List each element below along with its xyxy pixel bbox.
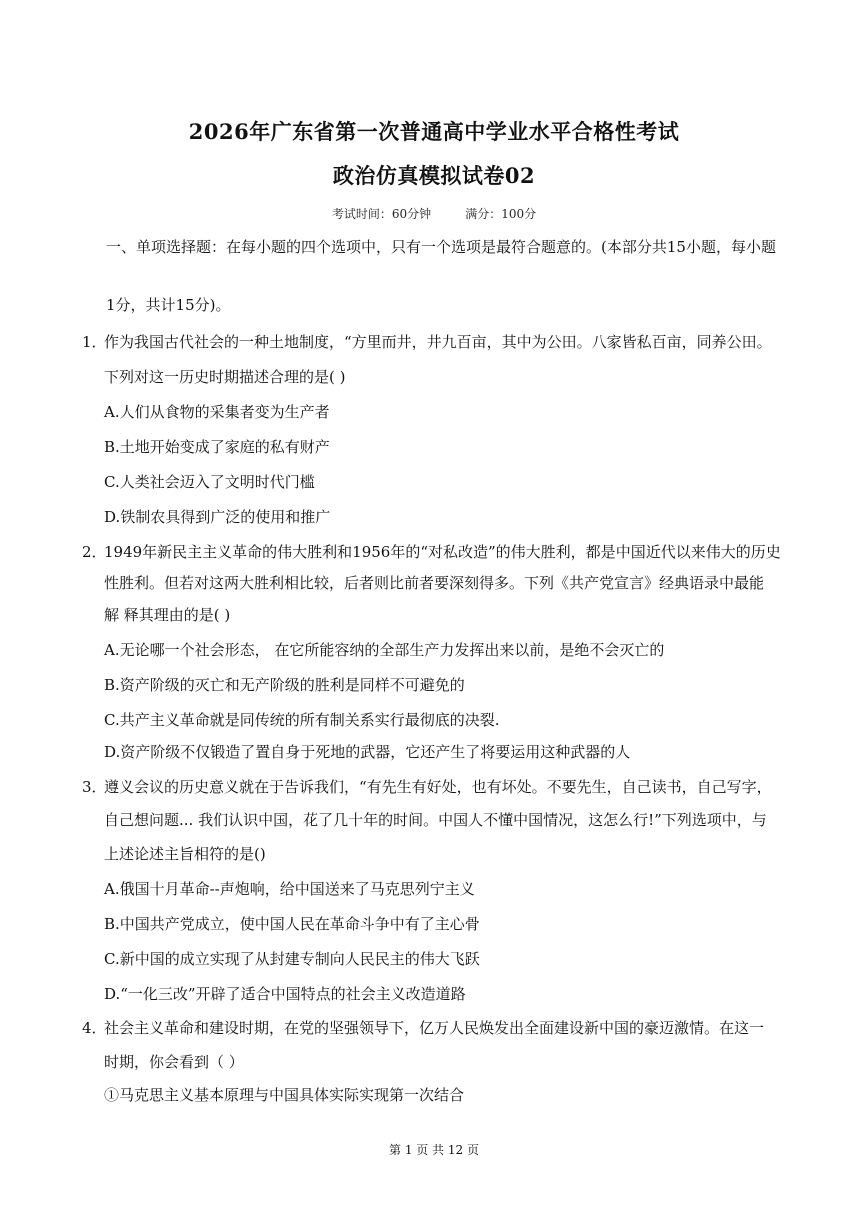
question-number: 3． <box>82 778 107 796</box>
option-a: A.俄国十月革命--声炮响，给中国送来了马克思列宁主义 <box>104 880 475 898</box>
option-b: B.土地开始变成了家庭的私有财产 <box>104 438 330 456</box>
question-stem: 上述论述主旨相符的是() <box>104 845 266 863</box>
question-number: 1． <box>82 333 107 351</box>
question-stem: 下列对这一历史时期描述合理的是( ) <box>104 368 346 386</box>
option-c: C.新中国的成立实现了从封建专制向人民民主的伟大飞跃 <box>104 950 480 968</box>
option-c: C.人类社会迈入了文明时代门槛 <box>104 473 315 491</box>
question-stem: 社会主义革命和建设时期，在党的坚强领导下，亿万人民焕发出全面建设新中国的豪迈激情。在这一 <box>104 1019 765 1037</box>
question-stem: 解 释其理由的是( ) <box>104 606 231 624</box>
option-a: A.人们从食物的采集者变为生产者 <box>104 403 330 421</box>
exam-time: 考试时间：60分钟 <box>331 207 432 221</box>
section-instruction: 1分，共计15分)。 <box>106 296 231 314</box>
option-d: D.资产阶级不仅锻造了置自身于死地的武器，它还产生了将要运用这种武器的人 <box>104 743 631 761</box>
question-1 <box>82 332 772 352</box>
section-instruction: 一、单项选择题：在每小题的四个选项中，只有一个选项是最符合题意的。(本部分共15小题，每小题 <box>106 238 776 256</box>
question-stem: 作为我国古代社会的一种土地制度，“方里而井，井九百亩，其中为公田。八家皆私百亩，同养公田。 <box>104 333 772 351</box>
option-d: D.铁制农具得到广泛的使用和推广 <box>104 508 331 526</box>
question-stem: 性胜利。但若对这两大胜利相比较，后者则比前者要深刻得多。下列《共产党宣言》经典语录中最能 <box>104 574 765 592</box>
option-a: A.无论哪一个社会形态， 在它所能容纳的全部生产力发挥出来以前，是绝不会灭亡的 <box>104 641 665 659</box>
question-stem: 自己想问题... 我们认识中国，花了几十年的时间。中国人不懂中国情况，这怎么行!”下列选项中，与 <box>104 811 767 829</box>
question-number: 4． <box>82 1019 107 1037</box>
question-number: 2． <box>82 543 107 561</box>
option-b: B.中国共产党成立，使中国人民在革命斗争中有了主心骨 <box>104 915 480 933</box>
option-b: B.资产阶级的灭亡和无产阶级的胜利是同样不可避免的 <box>104 676 465 694</box>
option-1: ①马克思主义基本原理与中国具体实际实现第一次结合 <box>104 1086 465 1104</box>
full-score: 满分：100分 <box>465 207 537 221</box>
exam-subtitle: 政治仿真模拟试卷02 <box>332 163 536 188</box>
question-stem: 遵义会议的历史意义就在于告诉我们，“有先生有好处，也有坏处。不要先生，自己读书，自己写字， <box>104 778 772 796</box>
exam-title: 2026年广东省第一次普通高中学业水平合格性考试 <box>188 119 680 144</box>
option-d: D.“一化三改”开辟了适合中国特点的社会主义改造道路 <box>104 985 466 1003</box>
question-stem: 时期，你会看到（ ） <box>104 1053 244 1071</box>
question-stem: 1949年新民主主义革命的伟大胜利和1956年的“对私改造”的伟大胜利，都是中国近代以来伟大的历史 <box>104 543 781 561</box>
question-3 <box>82 777 772 797</box>
question-2 <box>82 542 781 562</box>
question-4 <box>82 1018 764 1038</box>
exam-meta <box>0 205 868 222</box>
option-c: C.共产主义革命就是同传统的所有制关系实行最彻底的决裂. <box>104 711 500 729</box>
page-footer: 第 1 页 共 12 页 <box>389 1143 479 1157</box>
